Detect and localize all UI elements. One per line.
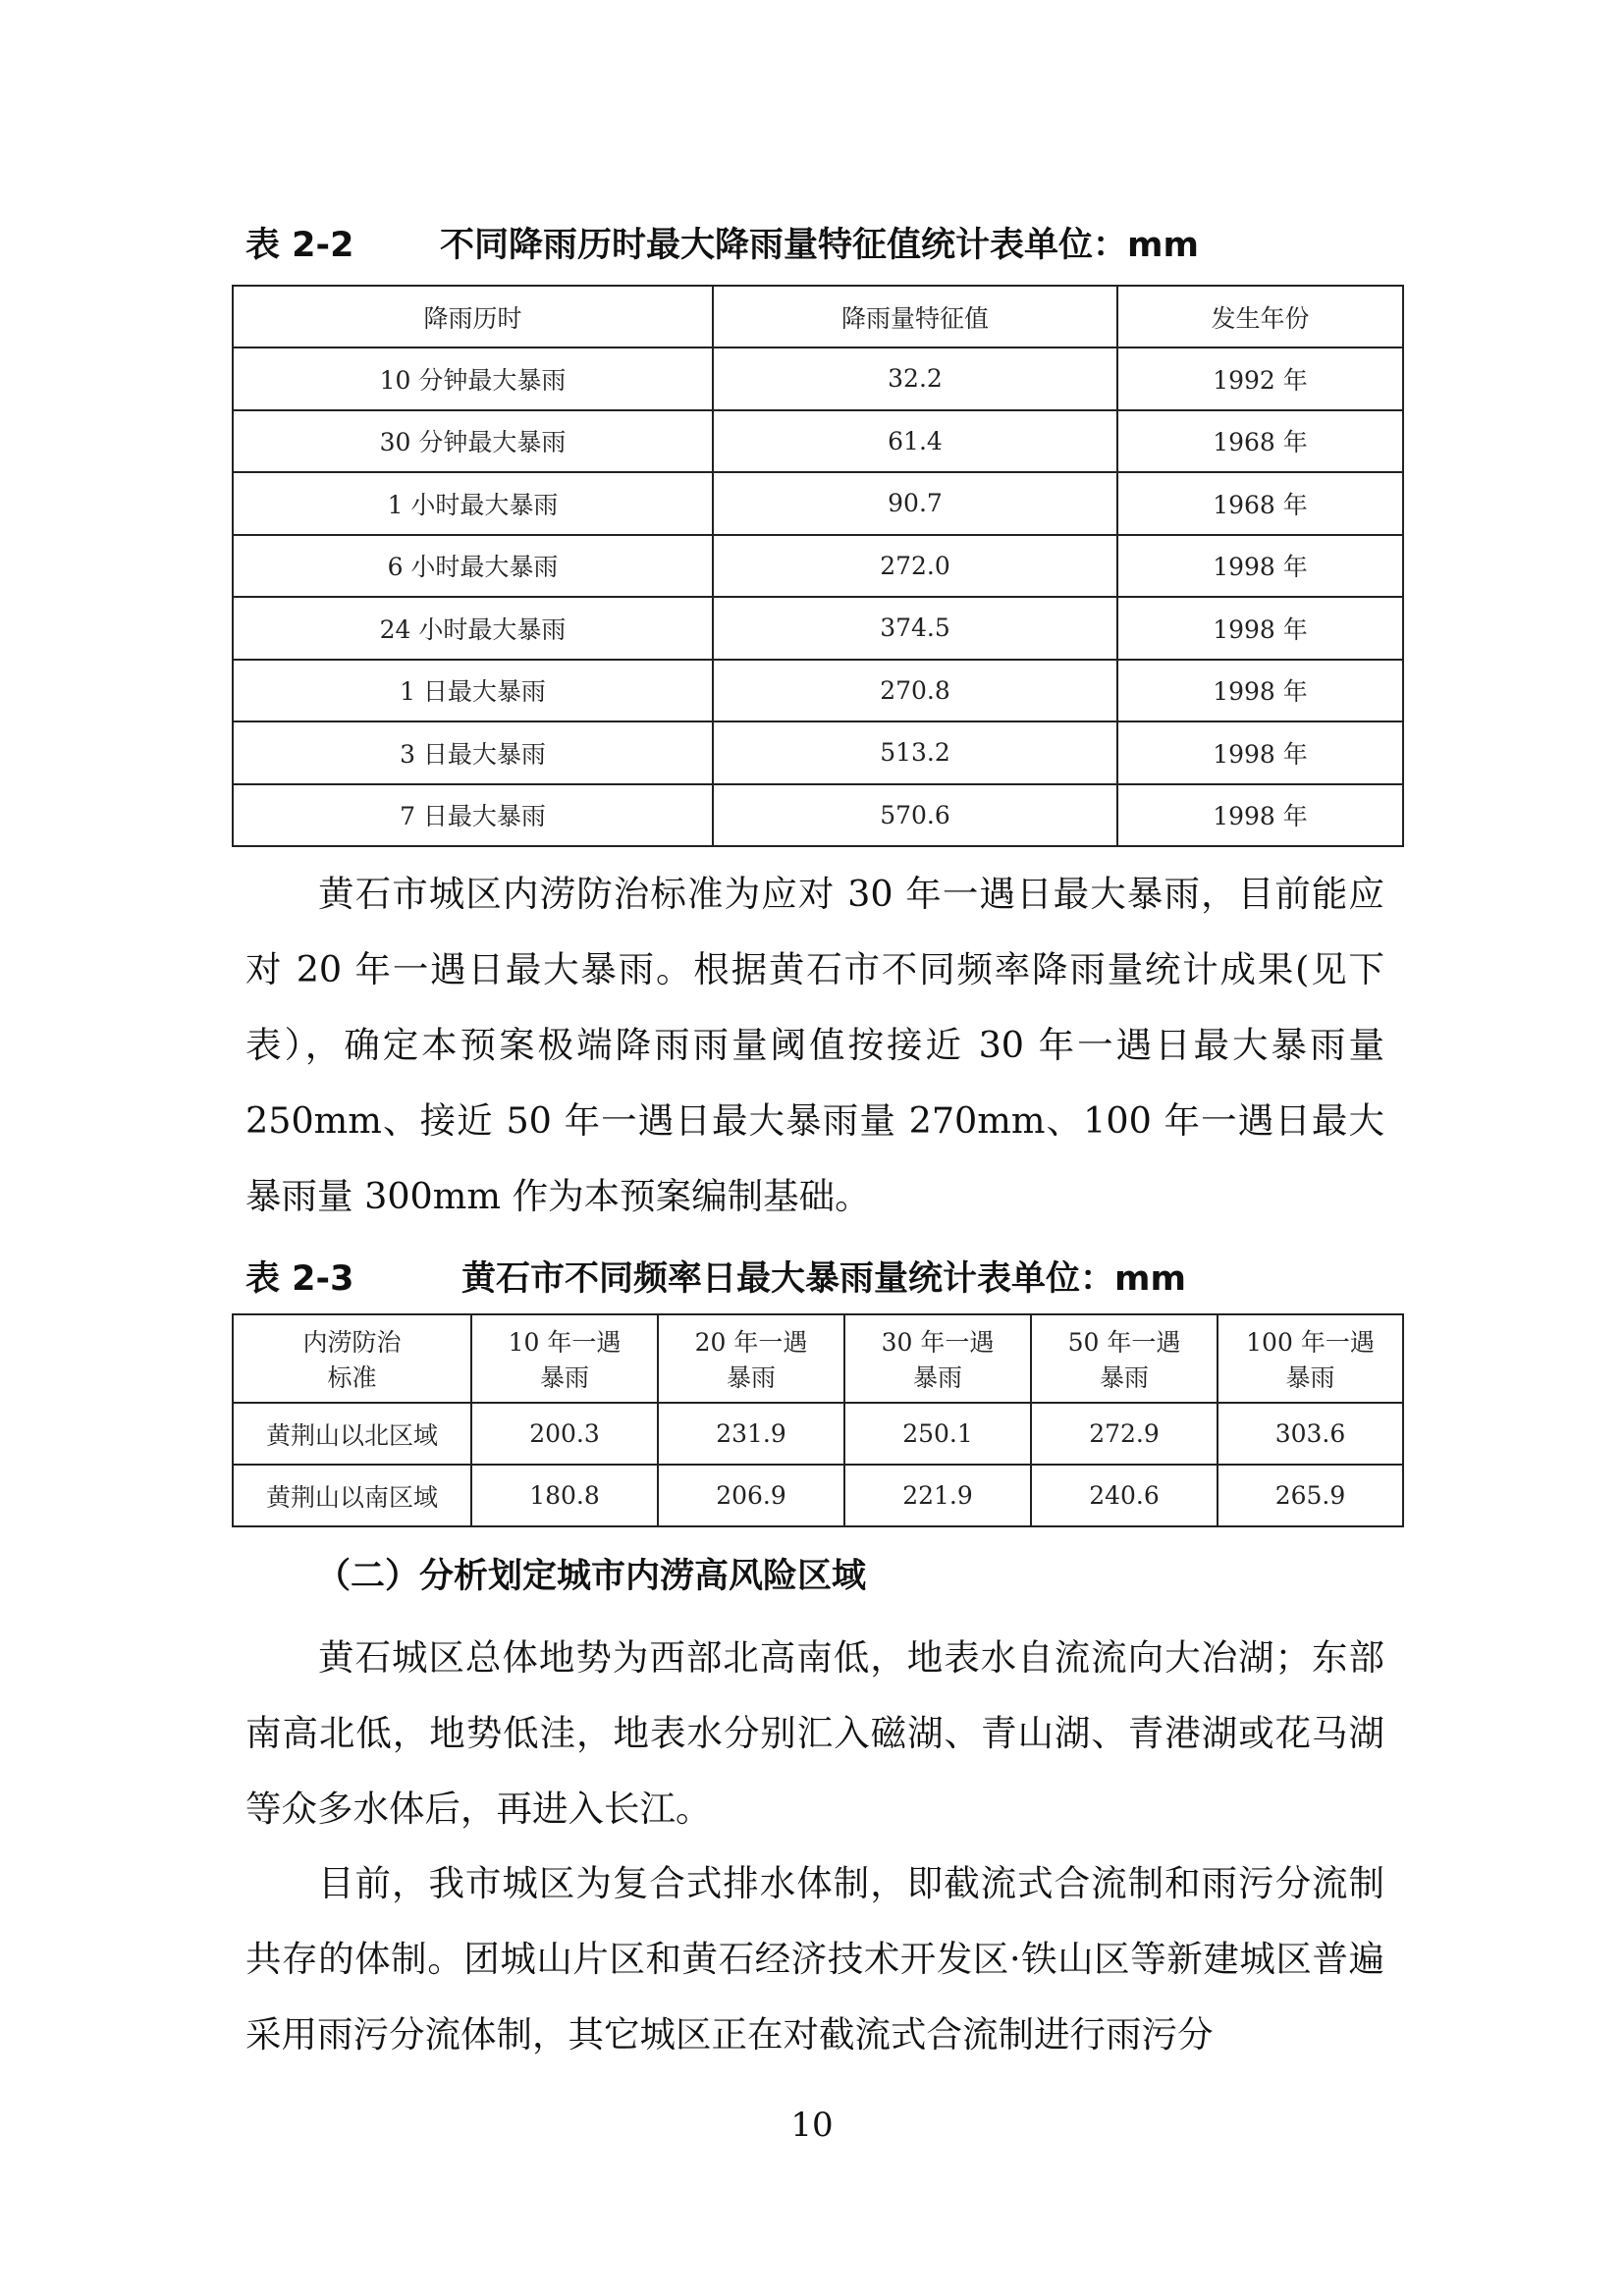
table-cell: 1998 年 (1117, 535, 1403, 598)
table-row (233, 1403, 1403, 1465)
table-cell: 1998 年 (1117, 721, 1403, 784)
table-row (233, 597, 1403, 660)
table-cell: 570.6 (713, 784, 1117, 847)
header-line: 20 年一遇 (694, 1328, 808, 1357)
header-cell: 发生年份 (1117, 286, 1403, 347)
header-line: 100 年一遇 (1246, 1328, 1375, 1357)
body-paragraph: 黄石城区总体地势为西部北高南低，地表水自流流向大冶湖；东部南高北低，地势低洼，地表水分别汇入磁湖、青山湖、青港湖或花马湖等众多水体后，再进入长江。 (245, 1636, 1384, 1830)
header-cell (658, 1314, 844, 1403)
table-row (233, 1465, 1403, 1526)
table-row (233, 535, 1403, 598)
table-cell: 90.7 (713, 472, 1117, 535)
table-cell: 374.5 (713, 597, 1117, 660)
table-cell: 221.9 (844, 1465, 1031, 1526)
header-cell: 降雨历时 (233, 286, 713, 347)
table-cell: 272.0 (713, 535, 1117, 598)
table-row (233, 472, 1403, 535)
table-cell: 30 分钟最大暴雨 (233, 410, 713, 473)
table-header-row (233, 286, 1403, 347)
header-line: 50 年一遇 (1067, 1328, 1181, 1357)
table-row (233, 410, 1403, 473)
header-cell: 降雨量特征值 (713, 286, 1117, 347)
table-2-2 (232, 285, 1404, 847)
table-cell: 200.3 (471, 1403, 658, 1465)
table-2-3-title: 黄石市不同频率日最大暴雨量统计表单位：mm (461, 1259, 1186, 1299)
table-cell: 1998 年 (1117, 597, 1403, 660)
body-paragraph: 黄石市城区内涝防治标准为应对 30 年一遇日最大暴雨，目前能应对 20 年一遇日最大暴雨。根据黄石市不同频率降雨量统计成果(见下表），确定本预案极端降雨雨量阈值按接近 30 年一遇日最大暴雨量 250mm、接近 50 年一遇日最大暴雨量 270mm、100 年一遇日最大暴雨量 300mm 作为本预案编制基础。 (245, 873, 1384, 1217)
table-2-2-title: 不同降雨历时最大降雨量特征值统计表单位：mm (440, 226, 1199, 265)
header-cell (844, 1314, 1031, 1403)
table-cell: 270.8 (713, 660, 1117, 722)
table-cell: 272.9 (1031, 1403, 1218, 1465)
table-row (233, 784, 1403, 847)
header-line: 暴雨 (539, 1363, 589, 1392)
table-cell: 10 分钟最大暴雨 (233, 347, 713, 410)
table-cell: 黄荆山以北区域 (233, 1403, 471, 1465)
header-cell (1218, 1314, 1403, 1403)
header-cell (1031, 1314, 1218, 1403)
header-line: 30 年一遇 (881, 1328, 995, 1357)
table-cell: 3 日最大暴雨 (233, 721, 713, 784)
table-cell: 180.8 (471, 1465, 658, 1526)
table-cell: 250.1 (844, 1403, 1031, 1465)
table-cell: 513.2 (713, 721, 1117, 784)
header-line: 标准 (327, 1363, 377, 1392)
table-header-row (233, 1314, 1403, 1403)
table-cell: 1998 年 (1117, 660, 1403, 722)
table-cell: 206.9 (658, 1465, 844, 1526)
table-cell: 24 小时最大暴雨 (233, 597, 713, 660)
header-line: 内涝防治 (302, 1328, 402, 1357)
table-2-3-number: 表 2-3 (245, 1259, 354, 1299)
table-row (233, 347, 1403, 410)
header-cell (233, 1314, 471, 1403)
table-cell: 1 日最大暴雨 (233, 660, 713, 722)
table-cell: 7 日最大暴雨 (233, 784, 713, 847)
table-cell: 1992 年 (1117, 347, 1403, 410)
table-cell: 黄荆山以南区域 (233, 1465, 471, 1526)
table-cell: 32.2 (713, 347, 1117, 410)
table-cell: 303.6 (1218, 1403, 1403, 1465)
section-heading: （二）分析划定城市内涝高风险区域 (316, 1557, 867, 1596)
header-cell (471, 1314, 658, 1403)
table-cell: 1998 年 (1117, 784, 1403, 847)
table-2-3 (232, 1313, 1404, 1527)
header-line: 暴雨 (1099, 1363, 1149, 1392)
table-2-2-number: 表 2-2 (245, 226, 354, 265)
table-cell: 1 小时最大暴雨 (233, 472, 713, 535)
header-line: 暴雨 (912, 1363, 962, 1392)
table-cell: 6 小时最大暴雨 (233, 535, 713, 598)
page-number: 10 (790, 2106, 834, 2145)
table-cell: 1968 年 (1117, 410, 1403, 473)
table-row (233, 660, 1403, 722)
table-cell: 265.9 (1218, 1465, 1403, 1526)
table-cell: 240.6 (1031, 1465, 1218, 1526)
header-line: 暴雨 (1285, 1363, 1335, 1392)
body-paragraph: 目前，我市城区为复合式排水体制，即截流式合流制和雨污分流制共存的体制。团城山片区和黄石经济技术开发区·铁山区等新建城区普遍采用雨污分流体制，其它城区正在对截流式合流制进行雨污分 (245, 1862, 1384, 2056)
table-cell: 61.4 (713, 410, 1117, 473)
table-row (233, 721, 1403, 784)
header-line: 暴雨 (726, 1363, 776, 1392)
table-cell: 1968 年 (1117, 472, 1403, 535)
header-line: 10 年一遇 (508, 1328, 622, 1357)
table-cell: 231.9 (658, 1403, 844, 1465)
